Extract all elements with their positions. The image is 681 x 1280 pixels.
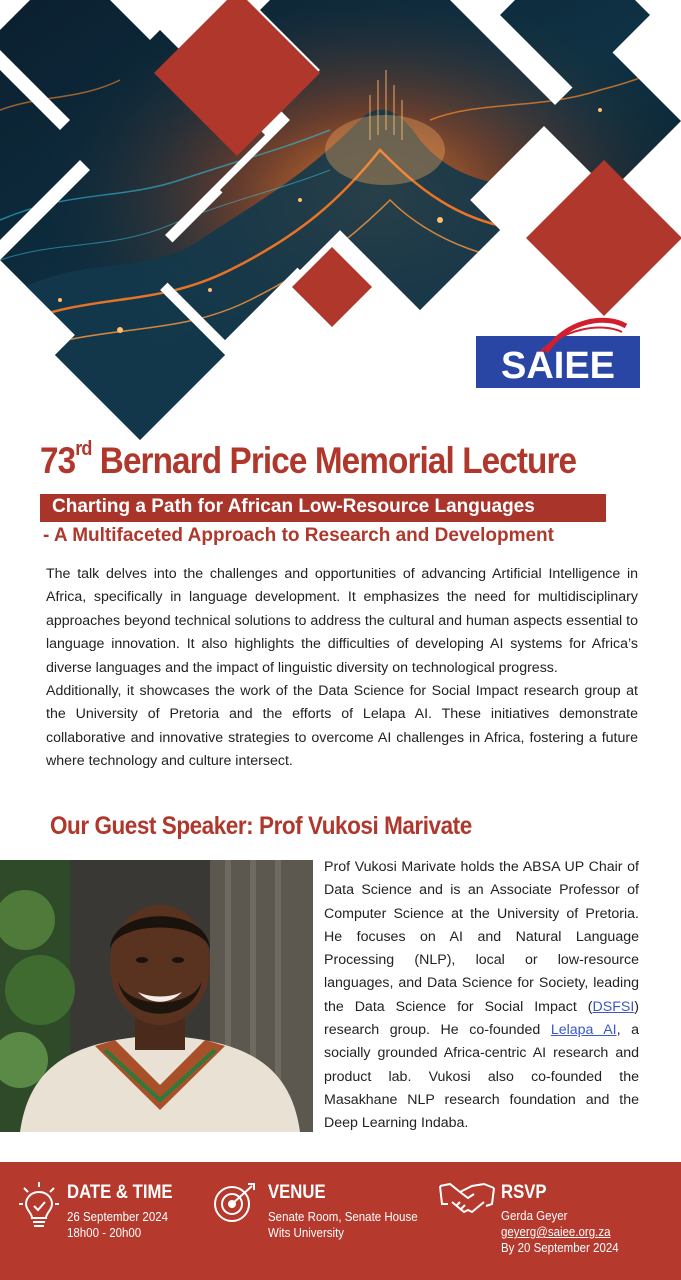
date-time-title: DATE & TIME	[67, 1182, 173, 1203]
handshake-icon	[438, 1178, 496, 1218]
speaker-photo	[0, 860, 313, 1132]
subtitle-line-1: Charting a Path for African Low-Resource Languages	[52, 496, 535, 517]
description-paragraph-1: The talk delves into the challenges and opportunities of advancing Artificial Intelligence in Africa, specifically in language development. It emphasizes the need for multidisciplinary approaches beyond technical solutions to address the cultural and human aspects essential to language innovation. It also highlights the difficulties of developing AI systems for Africa’s diverse languages and the impact of linguistic diversity on technological progress.	[46, 566, 638, 676]
venue-title: VENUE	[268, 1182, 326, 1203]
lelapa-ai-link[interactable]: Lelapa AI	[550, 1022, 617, 1039]
subtitle-line-2: - A Multifaceted Approach to Research and Development	[43, 525, 554, 546]
description-paragraph-2: Additionally, it showcases the work of the Data Science for Social Impact research group at the University of Pretoria and the efforts of Lelapa AI. These initiatives demonstrate collaborative and innovative strategies to overcome AI challenges in Africa, fostering a future where technology and culture intersect.	[46, 683, 638, 770]
dsfsi-link[interactable]: DSFSI	[592, 998, 635, 1015]
lecture-ordinal: rd	[75, 438, 92, 460]
lecture-name: Bernard Price Memorial Lecture	[91, 440, 577, 481]
bio-text-2: ) research group. He co-founded	[324, 998, 639, 1039]
lightbulb-icon	[18, 1180, 60, 1230]
venue-place: Wits University	[268, 1226, 345, 1240]
event-time: 18h00 - 20h00	[67, 1226, 142, 1240]
speaker-heading: Our Guest Speaker: Prof Vukosi Marivate	[50, 812, 472, 840]
lecture-number: 73	[40, 440, 76, 481]
target-icon	[212, 1180, 260, 1224]
rsvp-deadline: By 20 September 2024	[501, 1241, 619, 1255]
rsvp-name: Gerda Geyer	[501, 1209, 568, 1223]
bio-text-1: Prof Vukosi Marivate holds the ABSA UP Chair of Data Science and is an Associate Professor of Computer Science at the University of Pretoria. He focuses on AI and Natural Language Processing (NLP), local or low-resource languages, and Data Science for Society, leading the Data Science for Social Impact (	[324, 859, 639, 1015]
bio-text-3: , a socially grounded Africa-centric AI research and product lab. Vukosi also co-founded the Masakhane NLP research foundation and the Deep Learning Indaba.	[324, 1022, 640, 1132]
rsvp-title: RSVP	[501, 1182, 547, 1203]
rsvp-email-link[interactable]: geyerg@saiee.org.za	[501, 1225, 611, 1239]
event-details-footer	[0, 1162, 681, 1280]
lecture-title	[40, 440, 576, 482]
speaker-bio	[324, 856, 639, 1136]
saiee-logo	[476, 312, 640, 392]
venue-room: Senate Room, Senate House	[268, 1210, 418, 1224]
lecture-description	[46, 563, 638, 774]
event-date: 26 September 2024	[67, 1210, 169, 1224]
svg-text:SAIEE: SAIEE	[500, 345, 616, 387]
